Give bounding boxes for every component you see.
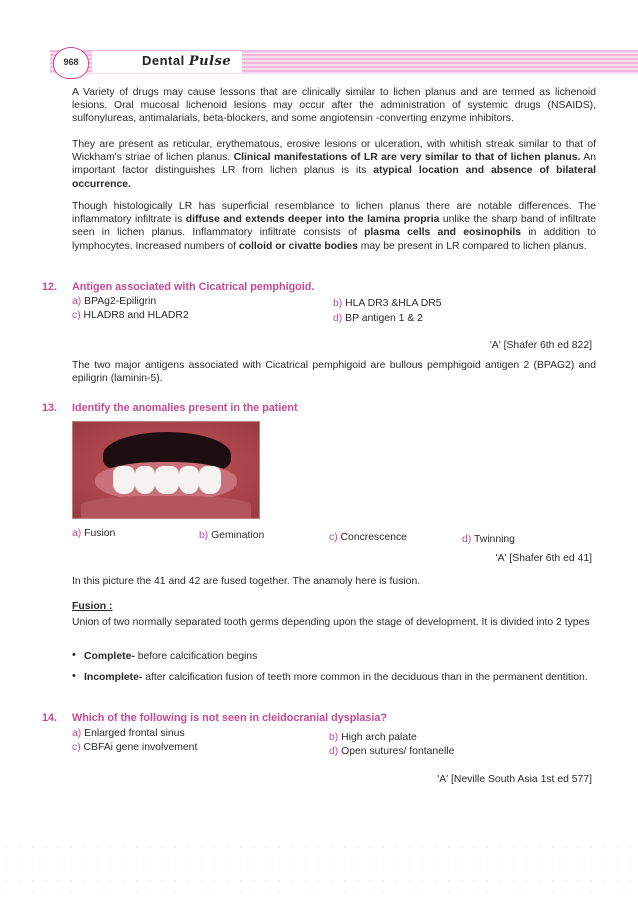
p2-text-c: An important factor distinguishes LR from lichen planus is its — [72, 152, 596, 177]
p2-text-a: They are present as reticular, erythematous, erosive lesions or ulceration, with whitish streak similar to that of Wickham's striae of lichen planus. — [72, 139, 596, 164]
p2-bold-d: atypical location and absence of bilateral occurrence. — [72, 165, 596, 190]
q14-number: 14. — [42, 712, 58, 724]
page-number: 968 — [63, 57, 79, 67]
q12-option-a: a) BPAg2-Epiligrin — [72, 296, 157, 307]
q12-number: 12. — [42, 281, 58, 293]
q14-option-d: d) Open sutures/ fontanelle — [329, 746, 455, 757]
p3-text-g: may be present in LR compared to lichen planus. — [357, 240, 587, 252]
q14-option-a: a) Enlarged frontal sinus — [72, 728, 185, 739]
q14-option-b: b) High arch palate — [329, 732, 417, 743]
p3-bold-f: colloid or civatte bodies — [238, 240, 358, 252]
intro-paragraph-2 — [72, 138, 596, 191]
q13-option-b: b) Gemination — [199, 530, 265, 541]
q13-option-d: d) Twinning — [462, 534, 515, 545]
q13-option-a: a) Fusion — [72, 528, 116, 539]
p2-bold-b: Clinical manifestations of LR are very similar to that of lichen planus. — [233, 152, 581, 164]
q13-question: Identify the anomalies present in the patient — [72, 402, 298, 414]
intro-paragraph-1: A Variety of drugs may cause lessons that are clinically similar to lichen planus and are termed as lichenoid lesions. Oral mucosal lichenoid lesions may occur after the administration of systemic drugs (NSAIDS), sulfonylureas, antimalarials, beta-blockers, and some angiotensin -converting enzyme inhibitors. — [72, 87, 596, 125]
page-number-badge — [53, 47, 89, 79]
fusion-subheading: Fusion : — [72, 601, 113, 612]
p3-text-e: in addition to lymphocytes. Increased numbers of — [72, 227, 596, 252]
bullet-dot: • — [72, 649, 76, 661]
tooth — [199, 466, 221, 494]
patient-teeth-photo — [72, 421, 260, 519]
q13-number: 13. — [42, 402, 58, 414]
q12-option-d: d) BP antigen 1 & 2 — [333, 313, 423, 324]
brand-bold: Dental — [142, 53, 185, 68]
q12-reference: 'A' [Shafer 6th ed 822] — [489, 340, 592, 351]
brand-script: Pulse — [188, 54, 232, 69]
p3-text-a: Though histologically LR has superficial resemblance to lichen planus there are notable differences. The inflammatory infiltrate is — [72, 201, 596, 226]
bullet-dot: • — [72, 670, 76, 682]
q14-option-c: c) CBFAi gene involvement — [72, 742, 198, 753]
q14-reference: 'A' [Neville South Asia 1st ed 577] — [437, 774, 592, 785]
lower-lip — [81, 496, 251, 519]
q12-option-c: c) HLADR8 and HLADR2 — [72, 310, 189, 321]
bullet-complete: Complete- before calcification begins — [84, 651, 258, 662]
p3-bold-d: plasma cells and eosinophils — [364, 227, 522, 239]
q12-explanation: The two major antigens associated with Cicatrical pemphigoid are bullous pemphigoid antigen 2 (BPAG2) and epiligrin (laminin-5). — [72, 360, 596, 385]
q13-reference: 'A' [Shafer 6th ed 41] — [495, 553, 592, 564]
tooth — [155, 466, 179, 494]
tooth — [135, 466, 155, 494]
q13-option-c: c) Concrescence — [329, 532, 407, 543]
q12-option-b: b) HLA DR3 &HLA DR5 — [333, 298, 442, 309]
q13-explanation: In this picture the 41 and 42 are fused together. The anamoly here is fusion. — [72, 576, 421, 587]
p3-text-c: unlike the sharp band of infiltrate seen in lichen planus. Inflammatory infiltrate consists of — [72, 214, 596, 239]
bullet-incomplete: Incomplete- after calcification fusion of teeth more common in the deciduous than in the permanent dentition. — [84, 672, 588, 683]
p3-bold-b: diffuse and extends deeper into the lamina propria — [185, 214, 440, 226]
tooth — [113, 466, 135, 494]
q14-question: Which of the following is not seen in cleidocranial dysplasia? — [72, 712, 387, 724]
q12-question: Antigen associated with Cicatrical pemphigoid. — [72, 281, 315, 293]
intro-paragraph-3 — [72, 200, 596, 253]
scan-speckle — [0, 842, 638, 902]
tooth — [179, 466, 199, 494]
brand-title — [142, 53, 231, 69]
fusion-definition: Union of two normally separated tooth germs depending upon the stage of development. It is divided into 2 types — [72, 617, 590, 628]
